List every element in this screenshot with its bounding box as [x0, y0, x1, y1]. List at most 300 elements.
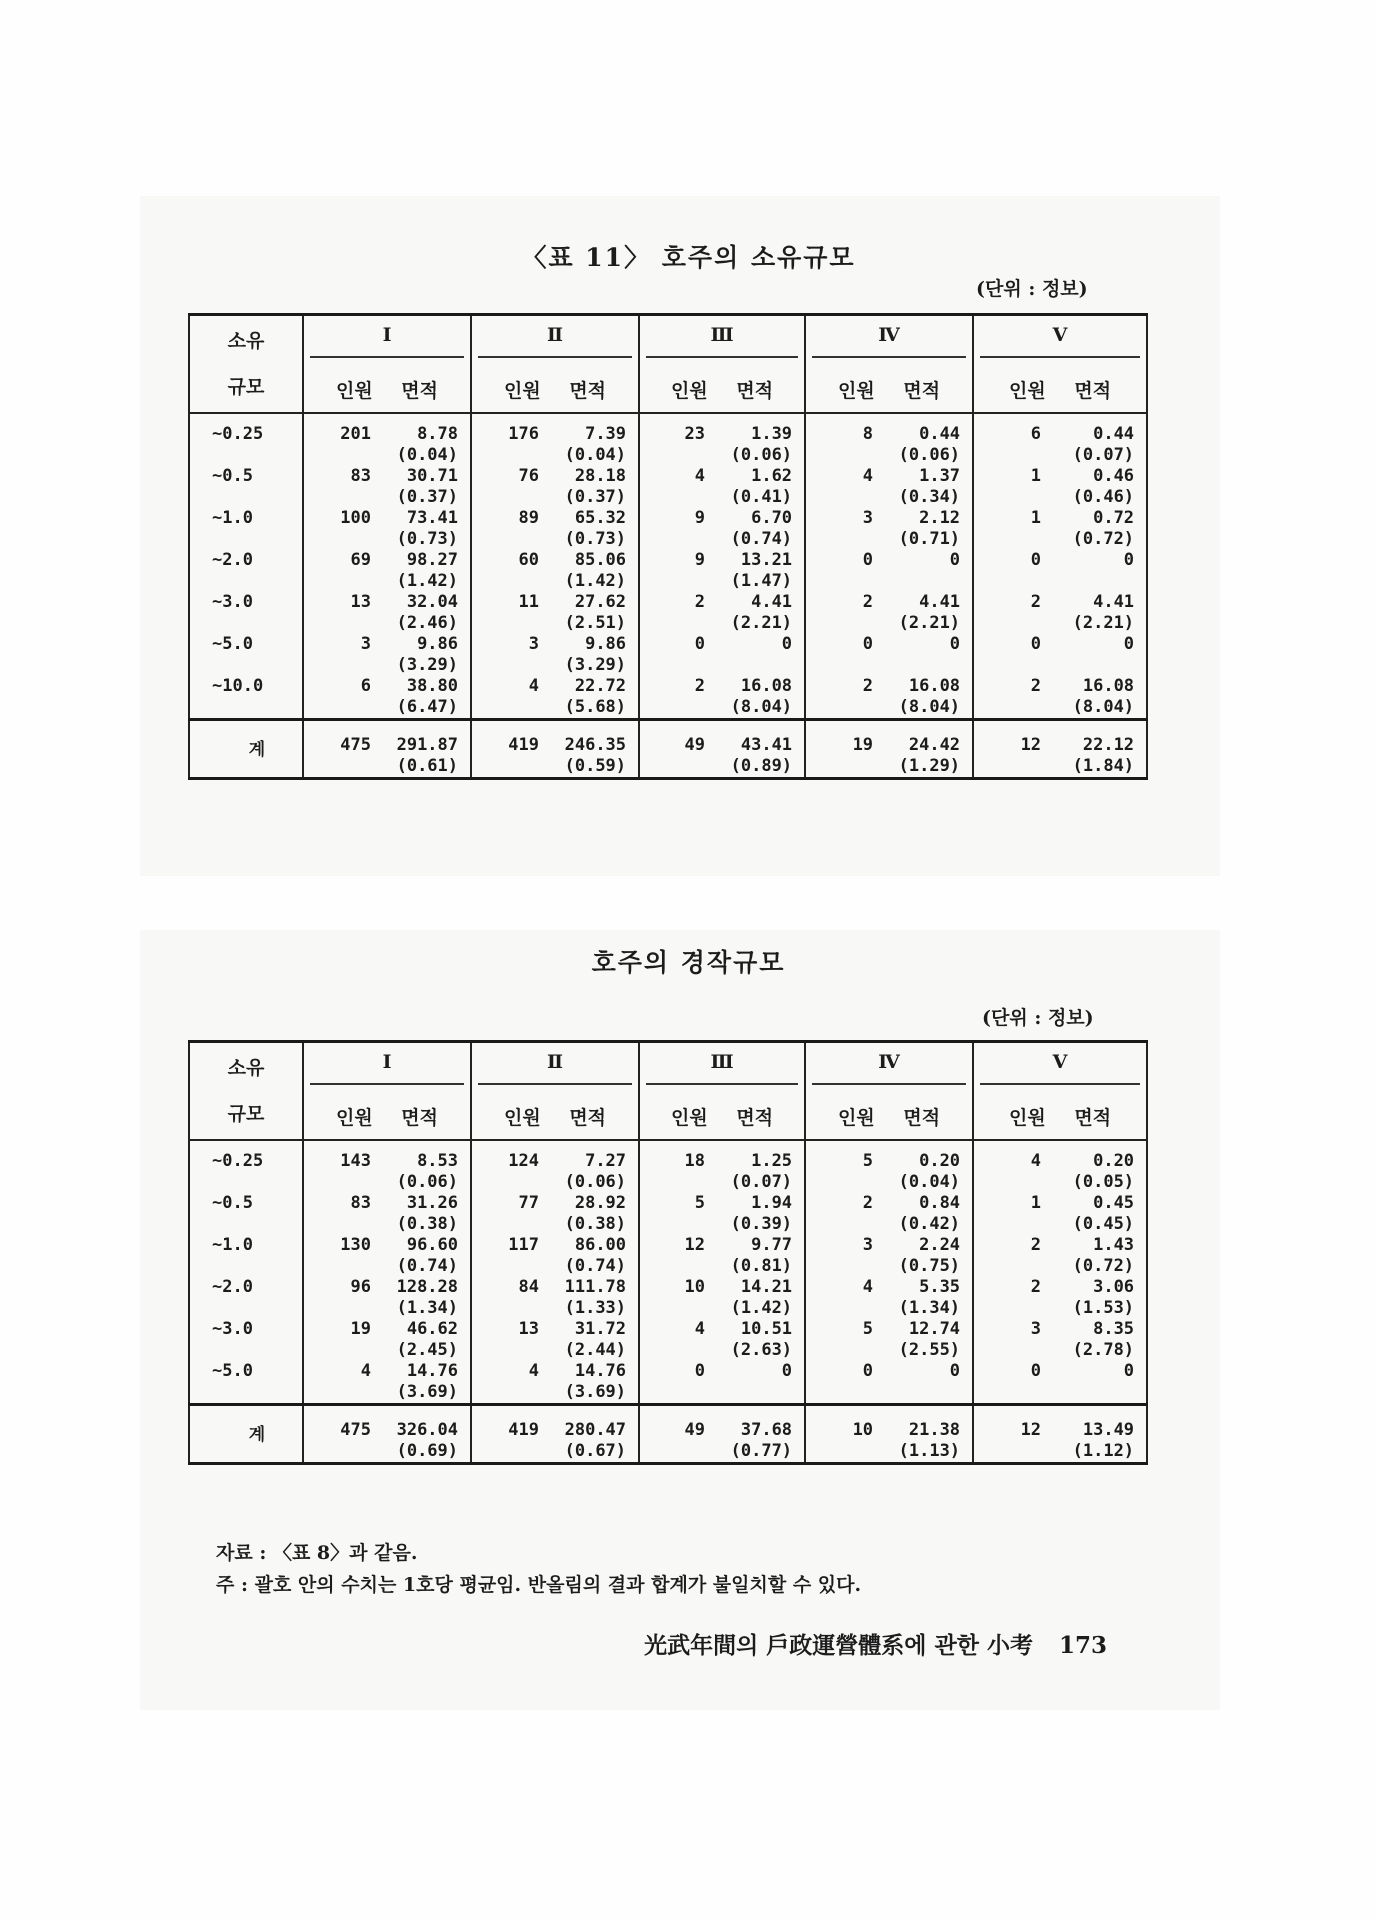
area-cell [543, 508, 639, 550]
count-cell: 201 [303, 413, 375, 466]
count-cell: 23 [639, 413, 709, 466]
row-label: 계 [189, 720, 303, 779]
count-cell: 10 [805, 1405, 877, 1464]
area-value: 4.41 [751, 592, 793, 612]
area-cell [1045, 1361, 1147, 1405]
area-average: (0.75) [898, 1256, 961, 1276]
count-cell: 0 [805, 634, 877, 676]
count-cell: 12 [973, 720, 1045, 779]
area-cell [1045, 720, 1147, 779]
count-cell: 143 [303, 1140, 375, 1193]
count-cell: 2 [973, 676, 1045, 720]
area-cell [1045, 1277, 1147, 1319]
area-value: 43.41 [740, 735, 793, 755]
area-value: 246.35 [564, 735, 627, 755]
table-row [189, 1319, 1147, 1361]
area-average: (2.63) [730, 1340, 793, 1360]
area-value: 2.24 [919, 1235, 961, 1255]
area-average: (2.44) [564, 1340, 627, 1360]
table-row [189, 1140, 1147, 1193]
area-value: 12.74 [908, 1319, 961, 1339]
count-cell: 2 [805, 1193, 877, 1235]
area-cell [1045, 466, 1147, 508]
count-cell: 117 [471, 1235, 543, 1277]
area-average: (1.84) [1072, 756, 1135, 776]
area-average: (0.06) [396, 1172, 459, 1192]
area-average [877, 655, 960, 676]
area-average: (0.72) [1072, 529, 1135, 549]
count-cell: 0 [805, 550, 877, 592]
subheader: 인원 면적 [303, 366, 471, 413]
row-label: ~2.0 [189, 550, 303, 592]
area-cell [709, 676, 805, 720]
area-cell [709, 508, 805, 550]
table2-title: 호주의 경작규모 [591, 948, 786, 977]
area-average: (0.04) [564, 445, 627, 465]
area-cell [375, 1277, 471, 1319]
area-cell [1045, 1140, 1147, 1193]
area-cell [1045, 634, 1147, 676]
group-header: Ⅲ [639, 1042, 805, 1094]
area-value: 46.62 [406, 1319, 459, 1339]
area-cell [543, 1193, 639, 1235]
area-value: 13.49 [1082, 1420, 1135, 1440]
row-label: ~0.25 [189, 1140, 303, 1193]
row-label: ~0.25 [189, 413, 303, 466]
area-average: (0.37) [564, 487, 627, 507]
area-value: 13.21 [740, 550, 793, 570]
area-average: (0.72) [1072, 1256, 1135, 1276]
count-cell: 419 [471, 1405, 543, 1464]
count-cell: 0 [973, 1361, 1045, 1405]
count-cell: 3 [805, 1235, 877, 1277]
count-cell: 11 [471, 592, 543, 634]
area-cell [709, 592, 805, 634]
area-value: 0.20 [919, 1151, 961, 1171]
corner-line2: 규모 [227, 376, 265, 398]
count-cell: 1 [973, 466, 1045, 508]
area-average: (8.04) [1072, 697, 1135, 717]
area-average: (0.39) [730, 1214, 793, 1234]
area-value: 30.71 [406, 466, 459, 486]
area-value: 31.72 [574, 1319, 627, 1339]
area-cell [877, 1193, 973, 1235]
area-value: 16.08 [740, 676, 793, 696]
area-value: 4.41 [1093, 592, 1135, 612]
area-cell [709, 1193, 805, 1235]
area-average: (0.46) [1072, 487, 1135, 507]
area-average: (0.89) [730, 756, 793, 776]
area-average: (6.47) [396, 697, 459, 717]
area-value: 7.27 [585, 1151, 627, 1171]
table-row [189, 466, 1147, 508]
table-row [189, 550, 1147, 592]
row-label: ~5.0 [189, 634, 303, 676]
area-cell [1045, 676, 1147, 720]
total-row [189, 1405, 1147, 1464]
area-average: (0.42) [898, 1214, 961, 1234]
count-cell: 2 [973, 1277, 1045, 1319]
area-average [1045, 1382, 1134, 1403]
area-value: 0.45 [1093, 1193, 1135, 1213]
table1-title: 〈표 11〉 호주의 소유규모 [521, 243, 856, 272]
area-cell [709, 1361, 805, 1405]
area-cell [709, 1319, 805, 1361]
count-cell: 96 [303, 1277, 375, 1319]
area-value: 37.68 [740, 1420, 793, 1440]
area-cell [877, 1277, 973, 1319]
area-cell [877, 466, 973, 508]
count-cell: 2 [973, 1235, 1045, 1277]
group-header: Ⅱ [471, 1042, 639, 1094]
area-cell [543, 466, 639, 508]
area-cell [709, 1140, 805, 1193]
area-cell [1045, 413, 1147, 466]
area-value: 0.46 [1093, 466, 1135, 486]
subheader: 인원 면적 [471, 366, 639, 413]
area-value: 16.08 [1082, 676, 1135, 696]
corner-line1: 소유 [227, 330, 265, 352]
table-row [189, 1193, 1147, 1235]
area-average: (0.74) [730, 529, 793, 549]
table-row [189, 592, 1147, 634]
count-cell: 0 [805, 1361, 877, 1405]
running-head [644, 1627, 1107, 1660]
count-cell: 13 [303, 592, 375, 634]
corner-line2: 규모 [227, 1103, 265, 1125]
area-cell [543, 1235, 639, 1277]
area-average: (0.67) [564, 1441, 627, 1461]
area-average: (8.04) [730, 697, 793, 717]
area-value: 1.43 [1093, 1235, 1135, 1255]
area-value: 9.77 [751, 1235, 793, 1255]
area-cell [877, 508, 973, 550]
area-average: (0.45) [1072, 1214, 1135, 1234]
row-label: ~0.5 [189, 466, 303, 508]
count-cell: 10 [639, 1277, 709, 1319]
table2-corner-header [189, 1042, 303, 1141]
area-average: (0.38) [564, 1214, 627, 1234]
area-cell [877, 676, 973, 720]
count-cell: 4 [973, 1140, 1045, 1193]
area-value: 326.04 [396, 1420, 459, 1440]
area-value: 14.76 [406, 1361, 459, 1381]
count-cell: 4 [805, 1277, 877, 1319]
area-average: (3.69) [396, 1382, 459, 1402]
table-row [189, 1235, 1147, 1277]
area-cell [375, 1319, 471, 1361]
area-cell [543, 1319, 639, 1361]
count-cell: 4 [303, 1361, 375, 1405]
table1-unit: (단위 : 정보) [976, 278, 1088, 300]
area-average: (5.68) [564, 697, 627, 717]
area-value: 31.26 [406, 1193, 459, 1213]
area-cell [1045, 1405, 1147, 1464]
row-label: ~3.0 [189, 592, 303, 634]
count-cell: 3 [805, 508, 877, 550]
area-value: 98.27 [406, 550, 459, 570]
area-average [709, 655, 792, 676]
area-average: (0.59) [564, 756, 627, 776]
group-header: Ⅰ [303, 315, 471, 367]
count-cell: 419 [471, 720, 543, 779]
area-cell [709, 1235, 805, 1277]
count-cell: 5 [805, 1319, 877, 1361]
count-cell: 2 [639, 592, 709, 634]
area-cell [1045, 592, 1147, 634]
subheader: 인원 면적 [639, 1093, 805, 1140]
area-cell [375, 1235, 471, 1277]
source-note: 자료 : 〈표 8〉과 같음. [216, 1542, 418, 1564]
area-cell [709, 466, 805, 508]
area-average: (2.51) [564, 613, 627, 633]
area-value: 3.06 [1093, 1277, 1135, 1297]
area-value: 0 [949, 634, 961, 654]
group-header: Ⅴ [973, 315, 1147, 367]
count-cell: 89 [471, 508, 543, 550]
count-cell: 475 [303, 720, 375, 779]
row-label: ~1.0 [189, 508, 303, 550]
table2-unit: (단위 : 정보) [982, 1007, 1094, 1029]
area-value: 7.39 [585, 424, 627, 444]
area-value: 8.78 [417, 424, 459, 444]
row-label: ~3.0 [189, 1319, 303, 1361]
area-average: (0.07) [1072, 445, 1135, 465]
area-average: (0.04) [898, 1172, 961, 1192]
area-cell [709, 1277, 805, 1319]
area-value: 0.20 [1093, 1151, 1135, 1171]
area-cell [375, 466, 471, 508]
area-cell [709, 634, 805, 676]
area-value: 2.12 [919, 508, 961, 528]
count-cell: 13 [471, 1319, 543, 1361]
area-average: (2.21) [1072, 613, 1135, 633]
area-value: 0 [1123, 634, 1135, 654]
area-value: 9.86 [585, 634, 627, 654]
area-value: 280.47 [564, 1420, 627, 1440]
area-value: 65.32 [574, 508, 627, 528]
count-cell: 3 [973, 1319, 1045, 1361]
area-value: 73.41 [406, 508, 459, 528]
area-average: (1.53) [1072, 1298, 1135, 1318]
area-value: 22.12 [1082, 735, 1135, 755]
count-cell: 19 [303, 1319, 375, 1361]
count-cell: 0 [639, 634, 709, 676]
area-value: 28.92 [574, 1193, 627, 1213]
area-value: 0 [949, 550, 961, 570]
area-cell [543, 1405, 639, 1464]
count-cell: 4 [639, 1319, 709, 1361]
area-average: (1.42) [564, 571, 627, 591]
area-average: (0.77) [730, 1441, 793, 1461]
count-cell: 0 [639, 1361, 709, 1405]
corner-line1: 소유 [227, 1057, 265, 1079]
count-cell: 83 [303, 1193, 375, 1235]
count-cell: 2 [805, 592, 877, 634]
count-cell: 2 [805, 676, 877, 720]
area-value: 38.80 [406, 676, 459, 696]
area-value: 14.76 [574, 1361, 627, 1381]
area-value: 0 [1123, 550, 1135, 570]
count-cell: 8 [805, 413, 877, 466]
area-cell [543, 676, 639, 720]
area-cell [1045, 1319, 1147, 1361]
area-value: 111.78 [564, 1277, 627, 1297]
area-average: (0.71) [898, 529, 961, 549]
area-cell [375, 676, 471, 720]
page-number: 173 [1058, 1632, 1107, 1659]
group-header: Ⅳ [805, 1042, 973, 1094]
row-label: 계 [189, 1405, 303, 1464]
area-value: 4.41 [919, 592, 961, 612]
count-cell: 2 [973, 592, 1045, 634]
area-average: (0.41) [730, 487, 793, 507]
count-cell: 6 [303, 676, 375, 720]
area-value: 8.53 [417, 1151, 459, 1171]
area-value: 0.72 [1093, 508, 1135, 528]
group-header: Ⅴ [973, 1042, 1147, 1094]
area-average: (3.29) [396, 655, 459, 675]
area-average: (0.06) [730, 445, 793, 465]
count-cell: 12 [973, 1405, 1045, 1464]
area-cell [543, 550, 639, 592]
area-average: (1.13) [898, 1441, 961, 1461]
area-value: 8.35 [1093, 1319, 1135, 1339]
area-average: (0.06) [898, 445, 961, 465]
subheader: 인원 면적 [303, 1093, 471, 1140]
count-cell: 5 [805, 1140, 877, 1193]
area-average [877, 1382, 960, 1403]
area-value: 0.44 [919, 424, 961, 444]
area-average: (0.73) [564, 529, 627, 549]
area-average [709, 1382, 792, 1403]
total-row [189, 720, 1147, 779]
subheader: 인원 면적 [805, 366, 973, 413]
count-cell: 4 [471, 1361, 543, 1405]
area-average: (8.04) [898, 697, 961, 717]
count-cell: 49 [639, 1405, 709, 1464]
area-average: (2.21) [730, 613, 793, 633]
area-value: 32.04 [406, 592, 459, 612]
area-cell [877, 1319, 973, 1361]
area-cell [877, 413, 973, 466]
area-cell [375, 413, 471, 466]
area-cell [877, 592, 973, 634]
area-average: (2.45) [396, 1340, 459, 1360]
count-cell: 124 [471, 1140, 543, 1193]
count-cell: 1 [973, 508, 1045, 550]
area-average: (0.74) [396, 1256, 459, 1276]
group-header: Ⅲ [639, 315, 805, 367]
area-average: (1.42) [730, 1298, 793, 1318]
table1-corner-header [189, 315, 303, 414]
area-cell [375, 634, 471, 676]
count-cell: 18 [639, 1140, 709, 1193]
row-label: ~5.0 [189, 1361, 303, 1405]
count-cell: 475 [303, 1405, 375, 1464]
area-cell [375, 508, 471, 550]
area-value: 96.60 [406, 1235, 459, 1255]
count-cell: 130 [303, 1235, 375, 1277]
count-cell: 2 [639, 676, 709, 720]
area-value: 1.37 [919, 466, 961, 486]
area-cell [709, 720, 805, 779]
row-label: ~1.0 [189, 1235, 303, 1277]
area-cell [375, 720, 471, 779]
area-cell [877, 550, 973, 592]
count-cell: 0 [973, 634, 1045, 676]
area-value: 1.94 [751, 1193, 793, 1213]
area-value: 10.51 [740, 1319, 793, 1339]
group-header: Ⅳ [805, 315, 973, 367]
area-cell [543, 1277, 639, 1319]
count-cell: 69 [303, 550, 375, 592]
area-average: (0.38) [396, 1214, 459, 1234]
table-row [189, 634, 1147, 676]
area-average: (1.33) [564, 1298, 627, 1318]
table-row [189, 413, 1147, 466]
area-value: 0.84 [919, 1193, 961, 1213]
area-cell [1045, 1193, 1147, 1235]
area-average [1045, 655, 1134, 676]
count-cell: 4 [639, 466, 709, 508]
count-cell: 76 [471, 466, 543, 508]
area-value: 27.62 [574, 592, 627, 612]
area-average: (0.61) [396, 756, 459, 776]
area-average: (0.07) [730, 1172, 793, 1192]
area-cell [375, 1193, 471, 1235]
area-cell [543, 1361, 639, 1405]
area-value: 86.00 [574, 1235, 627, 1255]
table-row [189, 1277, 1147, 1319]
group-header: Ⅰ [303, 1042, 471, 1094]
area-value: 291.87 [396, 735, 459, 755]
area-average: (2.46) [396, 613, 459, 633]
area-value: 6.70 [751, 508, 793, 528]
footnote: 주 : 괄호 안의 수치는 1호당 평균임. 반올림의 결과 합계가 불일치할 수 있다. [216, 1574, 862, 1596]
area-average: (0.73) [396, 529, 459, 549]
count-cell: 5 [639, 1193, 709, 1235]
area-cell [1045, 1235, 1147, 1277]
area-value: 1.39 [751, 424, 793, 444]
count-cell: 100 [303, 508, 375, 550]
subheader: 인원 면적 [805, 1093, 973, 1140]
subheader: 인원 면적 [471, 1093, 639, 1140]
count-cell: 1 [973, 1193, 1045, 1235]
area-cell [877, 634, 973, 676]
table-row [189, 676, 1147, 720]
area-average: (0.69) [396, 1441, 459, 1461]
area-average: (2.55) [898, 1340, 961, 1360]
area-cell [375, 592, 471, 634]
area-value: 1.25 [751, 1151, 793, 1171]
area-cell [543, 634, 639, 676]
area-cell [375, 1140, 471, 1193]
area-average [1045, 571, 1134, 592]
area-cell [877, 1235, 973, 1277]
subheader: 인원 면적 [639, 366, 805, 413]
area-average [877, 571, 960, 592]
area-cell [709, 1405, 805, 1464]
table-row [189, 508, 1147, 550]
area-average: (0.81) [730, 1256, 793, 1276]
area-cell [375, 1361, 471, 1405]
area-average: (1.42) [396, 571, 459, 591]
count-cell: 6 [973, 413, 1045, 466]
count-cell: 176 [471, 413, 543, 466]
count-cell: 9 [639, 550, 709, 592]
count-cell: 83 [303, 466, 375, 508]
